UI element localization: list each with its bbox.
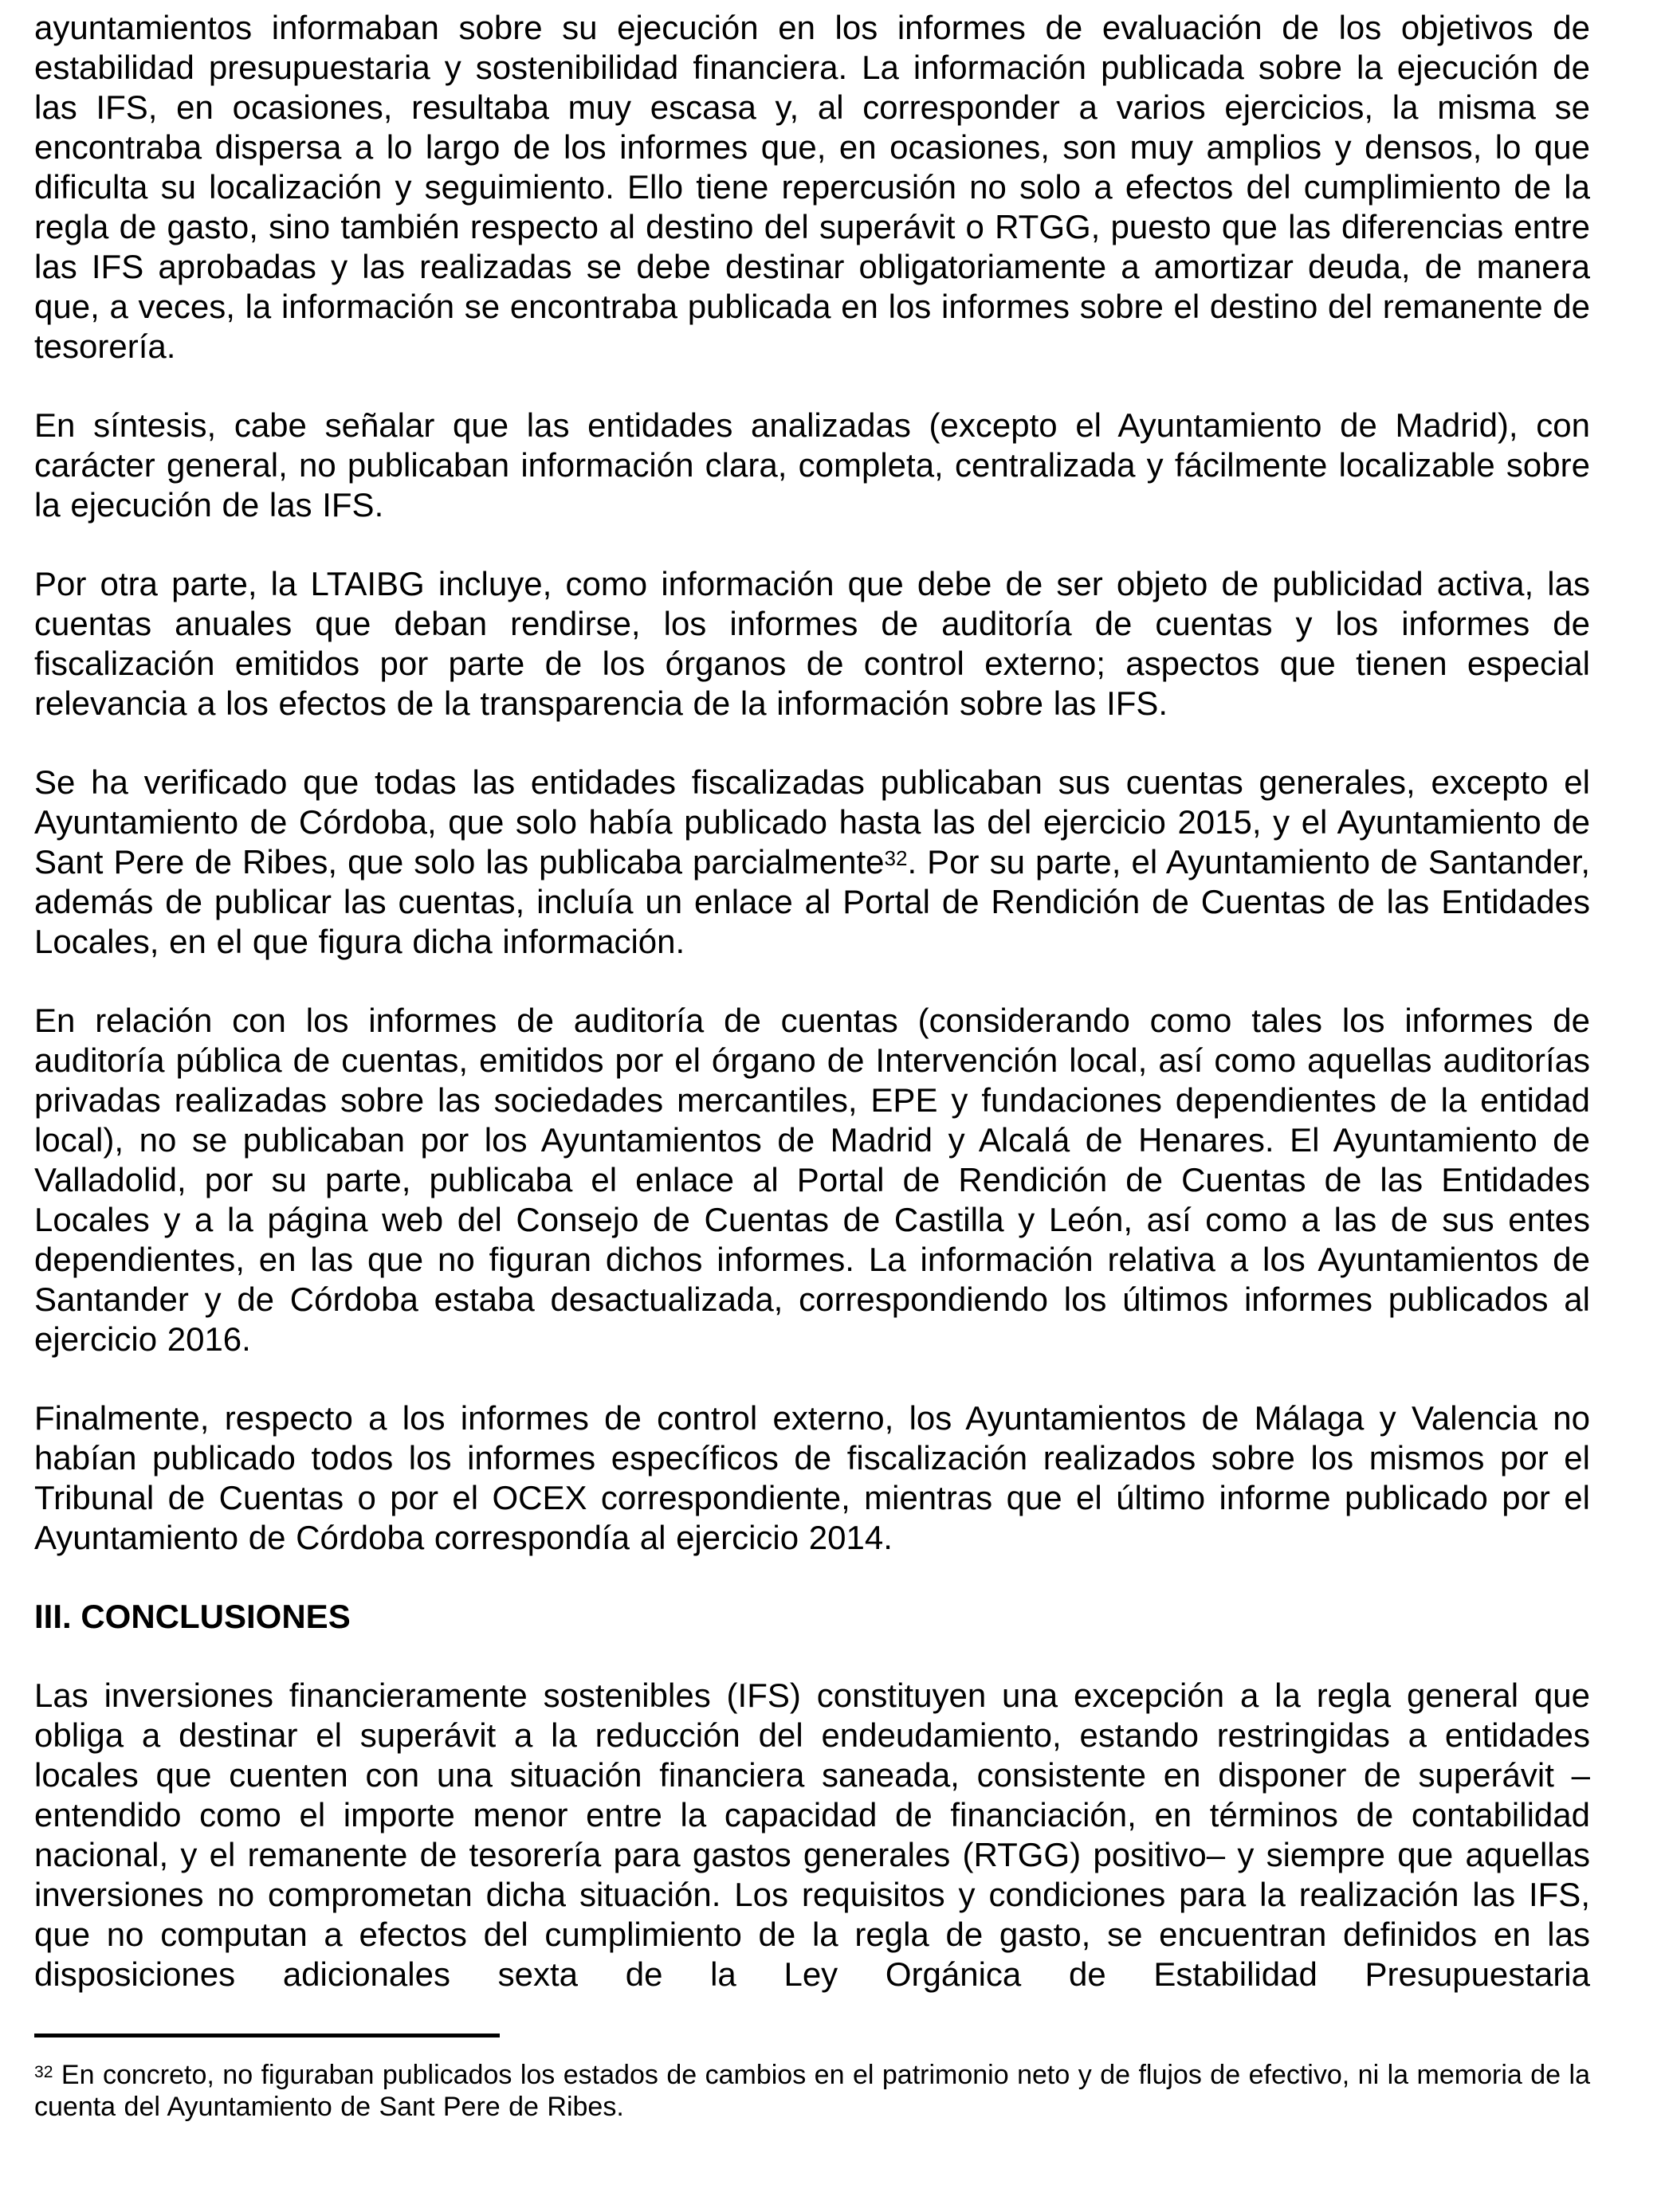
body-paragraph-1: ayuntamientos informaban sobre su ejecución en los informes de evaluación de los objetivos de estabilidad presupuestaria y sostenibilidad financiera. La información publicada sobre la ejecución de las IFS, en ocasiones, resultaba muy escasa y, al corresponder a varios ejercicios, la misma se encontraba dispersa a lo largo de los informes que, en ocasiones, son muy amplios y densos, lo que dificulta su localización y seguimiento. Ello tiene repercusión no solo a efectos del cumplimiento de la regla de gasto, sino también respecto al destino del superávit o RTGG, puesto que las diferencias entre las IFS aprobadas y las realizadas se debe destinar obligatoriamente a amortizar deuda, de manera que, a veces, la información se encontraba publicada en los informes sobre el destino del remanente de tesorería. — [34, 9, 1590, 365]
footnote-separator-rule — [34, 2034, 500, 2037]
body-paragraph-5: En relación con los informes de auditoría de cuentas (considerando como tales los informes de auditoría pública de cuentas, emitidos por el órgano de Intervención local, así como aquellas auditorías privadas realizadas sobre las sociedades mercantiles, EPE y fundaciones dependientes de la entidad local), no se publicaban por los Ayuntamientos de Madrid y Alcalá de Henares. El Ayuntamiento de Valladolid, por su parte, publicaba el enlace al Portal de Rendición de Cuentas de las Entidades Locales y a la página web del Consejo de Cuentas de Castilla y León, así como a las de sus entes dependientes, en las que no figuran dichos informes. La información relativa a los Ayuntamientos de Santander y de Córdoba estaba desactualizada, correspondiendo los últimos informes publicados al ejercicio 2016. — [34, 1002, 1590, 1358]
body-paragraph-7: Las inversiones financieramente sostenibles (IFS) constituyen una excepción a la regla general que obliga a destinar el superávit a la reducción del endeudamiento, estando restringidas a entidades locales que cuenten con una situación financiera saneada, consistente en disponer de superávit – entendido como el importe menor entre la capacidad de financiación, en términos de contabilidad nacional, y el remanente de tesorería para gastos generales (RTGG) positivo– y siempre que aquellas inversiones no comprometan dicha situación. Los requisitos y condiciones para la realización las IFS, que no computan a efectos del cumplimiento de la regla de gasto, se encuentran definidos en las disposiciones adicionales sexta de la Ley Orgánica de Estabilidad Presupuestaria — [34, 1677, 1590, 1993]
body-paragraph-6: Finalmente, respecto a los informes de control externo, los Ayuntamientos de Málaga y Valencia no habían publicado todos los informes específicos de fiscalización realizados sobre los mismos por el Tribunal de Cuentas o por el OCEX correspondiente, mientras que el último informe publicado por el Ayuntamiento de Córdoba correspondía al ejercicio 2014. — [34, 1399, 1590, 1556]
section-heading-conclusiones: III. CONCLUSIONES — [34, 1598, 351, 1635]
paragraph-4-text-before-ref: Se ha verificado que todas las entidades fiscalizadas publicaban sus cuentas generales, excepto el Ayuntamiento de Córdoba, que solo había publicado hasta las del ejercicio 2015, y el Ayuntamiento de Sant Pere de Ribes, que solo las publicaba parcialmente — [34, 763, 1590, 880]
body-paragraph-2: En síntesis, cabe señalar que las entidades analizadas (excepto el Ayuntamiento de Madrid), con carácter general, no publicaban información clara, completa, centralizada y fácilmente localizable sobre la ejecución de las IFS. — [34, 406, 1590, 524]
footnote-marker: 32 — [34, 2063, 53, 2081]
body-paragraph-3: Por otra parte, la LTAIBG incluye, como información que debe de ser objeto de publicidad activa, las cuentas anuales que deban rendirse, los informes de auditoría de cuentas y los informes de fiscalización emitidos por parte de los órganos de control externo; aspectos que tienen especial relevancia a los efectos de la transparencia de la información sobre las IFS. — [34, 565, 1590, 722]
body-paragraph-4 — [34, 763, 1590, 962]
paragraph-4-text-after-ref: . Por su parte, el Ayuntamiento de Santander, además de publicar las cuentas, incluía un enlace al Portal de Rendición de Cuentas de las Entidades Locales, en el que figura dicha información. — [34, 843, 1591, 960]
footnote-32 — [34, 2059, 1590, 2123]
footnote-reference-32: 32 — [884, 846, 908, 871]
footnote-text: En concreto, no figuraban publicados los estados de cambios en el patrimonio neto y de flujos de efectivo, ni la memoria de la cuenta del Ayuntamiento de Sant Pere de Ribes. — [34, 2060, 1590, 2122]
